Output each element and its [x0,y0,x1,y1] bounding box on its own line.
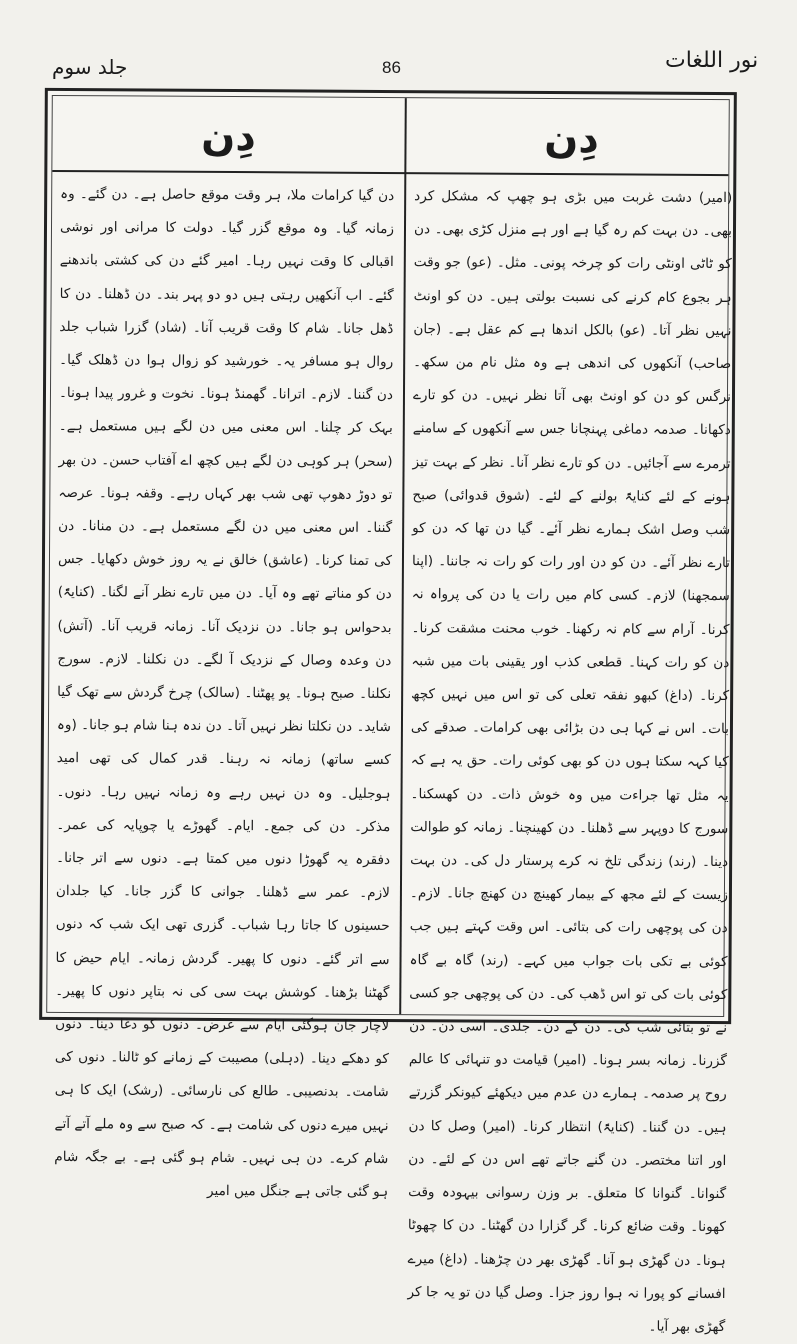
right-column-paragraph: (امیر) دشت غربت میں بڑی ہو چھپ کہ مشکل کرد بھی۔ دن بہت کم رہ گیا ہے اور ہے منزل کڑی بھی۔ دن کو ٹاٹی اونٹی رات کو چرخہ پونی۔ مثل۔ (عو) جو وقت ہر بجوع کام کرنے کی نسبت بولتی ہیں۔ دن کو اونٹ نہیں نظر آتا۔ (عو) بالکل اندھا ہے کم عقل ہے۔ (جان صاحب) آنکھوں کی اندھی ہے وہ مثل نام من سکھ۔ نرگس کو دن کو اونٹ بھی آتا نظر نہیں۔ دن کو تارے دکھانا۔ صدمہ دماغی پہنچانا جس سے آنکھوں کے سامنے ترمرے سے آجائیں۔ دن کو تارے نظر آنا۔ نظر کے بہت تیز ہونے کے لئے کنایۃً بولنے کے لئے۔ (شوق قدوائی) صبح شب وصل اشک ہمارے نظر آئے۔ گیا دن تھا کہ دن کو تارے نظر آئے۔ دن کو دن اور رات کو رات نہ جاننا۔ (اپنا سمجھنا) لازم۔ کسی کام میں رات یا دن کی پرواہ نہ کرنا۔ آرام سے کام نہ رکھنا۔ خوب محنت مشقت کرنا۔ دن کو رات کہنا۔ قطعی کذب اور یقینی بات میں شبہ کرنا۔ (داغ) کبھو نفقہ تعلی کی تو اس میں نہیں کچھ بات۔ اس نے کہا ہی دن بڑائی بھی کرامات۔ صدقے کی کیا کہہ سکتا ہوں دن کو بھی کوئی رات۔ حق یہ ہے کہ یہ مثل تھا جراءت میں وہ خوش ذات۔ دن کھسکنا۔ سورج کا دوپہر سے ڈھلنا۔ دن کھینچنا۔ زمانہ کو طوالت دینا۔ (رند) زندگی تلخ نہ کرے پرستار دل کی۔ دن بہت زیست کے لئے مجھ کے بیمار کھینچ دن کھنچ جانا۔ لازم۔ دن کی پوچھی رات کی بتائی۔ اس وقت کہتے ہیں جب کوئی بے تکی بات جواب میں کہے۔ (رند) گاہ بے گاہ کوئی بات کی تو اس ڈھب کی۔ دن کی پوچھی جو کسی نے تو بتائی شب کی۔ دن کے دن۔ جلدی۔ اسی دن۔ دن گزرنا۔ زمانہ بسر ہونا۔ (امیر) قیامت دو تنہائی کا عالم روح پر صدمہ۔ ہمارے دن عدم میں دیکھئے کیونکر گزرتے ہیں۔ دن گننا۔ (کنایۃً) انتظار کرنا۔ (امیر) وصل کا دن اور اتنا مختصر۔ دن گنے جاتے تھے اس دن کے لئے۔ دن گنوانا۔ گنوانا کا متعلق۔ بر وزن رسوانی بیہودہ وقت کھونا۔ وقت ضائع کرنا۔ گر گزارا دن گھٹنا۔ دن کا چھوٹا ہونا۔ دن گھڑی ہو آنا۔ گھڑی بھر دن چڑھنا۔ (داغ) میرے افسانے کو پورا نہ ہوا روز جزا۔ وصل گیا دن تو یہ جا کر گھڑی بھر آیا۔ [407,188,733,1335]
right-column-headword: دِن [544,115,600,163]
page-frame [39,88,737,1335]
column-divider [399,98,407,1014]
dictionary-title: نور اللغات [665,48,759,73]
right-column-text [407,180,733,1335]
left-column-text [54,178,395,1201]
left-column-paragraph: دن گیا کرامات ملا، ہر وقت موقع حاصل ہے۔ دن گئے۔ وہ زمانہ گیا۔ وہ موقع گزر گیا۔ دولت کا مرانی اور نوشی اقبالی کا وقت نہیں رہا۔ امیر گئے دن کی کشتی باندھنے گئے۔ اب آنکھیں رہتی ہیں دو دو پہر بند۔ دن ڈھلنا۔ دن کا ڈھل جانا۔ شام کا وقت قریب آنا۔ (شاد) گزرا شباب جلد روال ہو مسافر یہ۔ خورشید کو زوال ہوا دن ڈھلک گیا۔ دن گننا۔ لازم۔ اترانا۔ گھمنڈ ہونا۔ نخوت و غرور پیدا ہونا۔ بہک کر چلنا۔ اس معنی میں دن لگے ہیں مستعمل ہے۔ (سحر) ہر کوہی دن لگے ہیں کچھ اے آفتاب حسن۔ دن بھر تو دوڑ دھوپ تھی شب بھر کہاں رہے۔ وقفہ ہونا۔ عرصہ گننا۔ اس معنی میں دن لگے مستعمل ہے۔ دن منانا۔ دن کی تمنا کرنا۔ (عاشق) خالق نے یہ روز خوش دکھایا۔ جس دن کو مناتے تھے وہ آیا۔ دن میں تارے نظر آنے لگنا۔ (کنایۃً) بدحواس ہو جانا۔ دن نزدیک آنا۔ زمانہ قریب آنا۔ (آتش) دن وعدہ وصال کے نزدیک آ لگے۔ دن نکلنا۔ لازم۔ سورج نکلنا۔ صبح ہونا۔ پو پھٹنا۔ (سالک) چرخ گردش سے تھک گیا شاید۔ دن نکلتا نظر نہیں آتا۔ دن ندہ ہنا شام ہو جانا۔ (وہ کسے ساتھ) زمانہ نہ رہنا۔ قدر کمال کی تھی امید ہوجلیل۔ وہ دن نہیں رہے وہ زمانہ نہیں رہا۔ دنوں۔ مذکر۔ دن کی جمع۔ ایام۔ گھوڑے یا چوپایہ کی عمر۔ دفقرہ یہ گھوڑا دنوں میں کمتا ہے۔ دنوں سے اتر جانا۔ لازم۔ عمر سے ڈھلنا۔ جوانی کا گزر جانا۔ کیا جلدان حسینوں کا جاتا رہا شباب۔ گزری تھی ایک شب کہ دنوں سے اتر گئے۔ دنوں کا پھیر۔ گردش زمانہ۔ ایام حیض کا گھٹنا بڑھنا۔ کوشش بہت سی کی نہ بتاپر دنوں کا پھیر۔ لاچار جان ہوگئی ایام سے غرض۔ دنوں کو دغا دینا۔ دنوں کو دھکے دینا۔ (دہلی) مصیبت کے زمانے کو ٹالنا۔ دنوں کی شامت۔ بدنصیبی۔ طالع کی نارسائی۔ (رشک) ایک کا ہی نہیں میرے دنوں کی شامت ہے۔ کہ صبح سے وہ ملے آتے آتے شام کرے۔ دن ہی نہیں۔ شام ہو گئی ہے۔ بے جگہ شام ہو گئی جاتی ہے جنگل میں امیر [54,185,395,1201]
left-column-headword: دِن [201,113,257,161]
page-number: 86 [382,58,401,77]
inner-border [46,95,733,1335]
page-header [0,0,797,90]
volume-label: جلد سوم [52,55,128,79]
